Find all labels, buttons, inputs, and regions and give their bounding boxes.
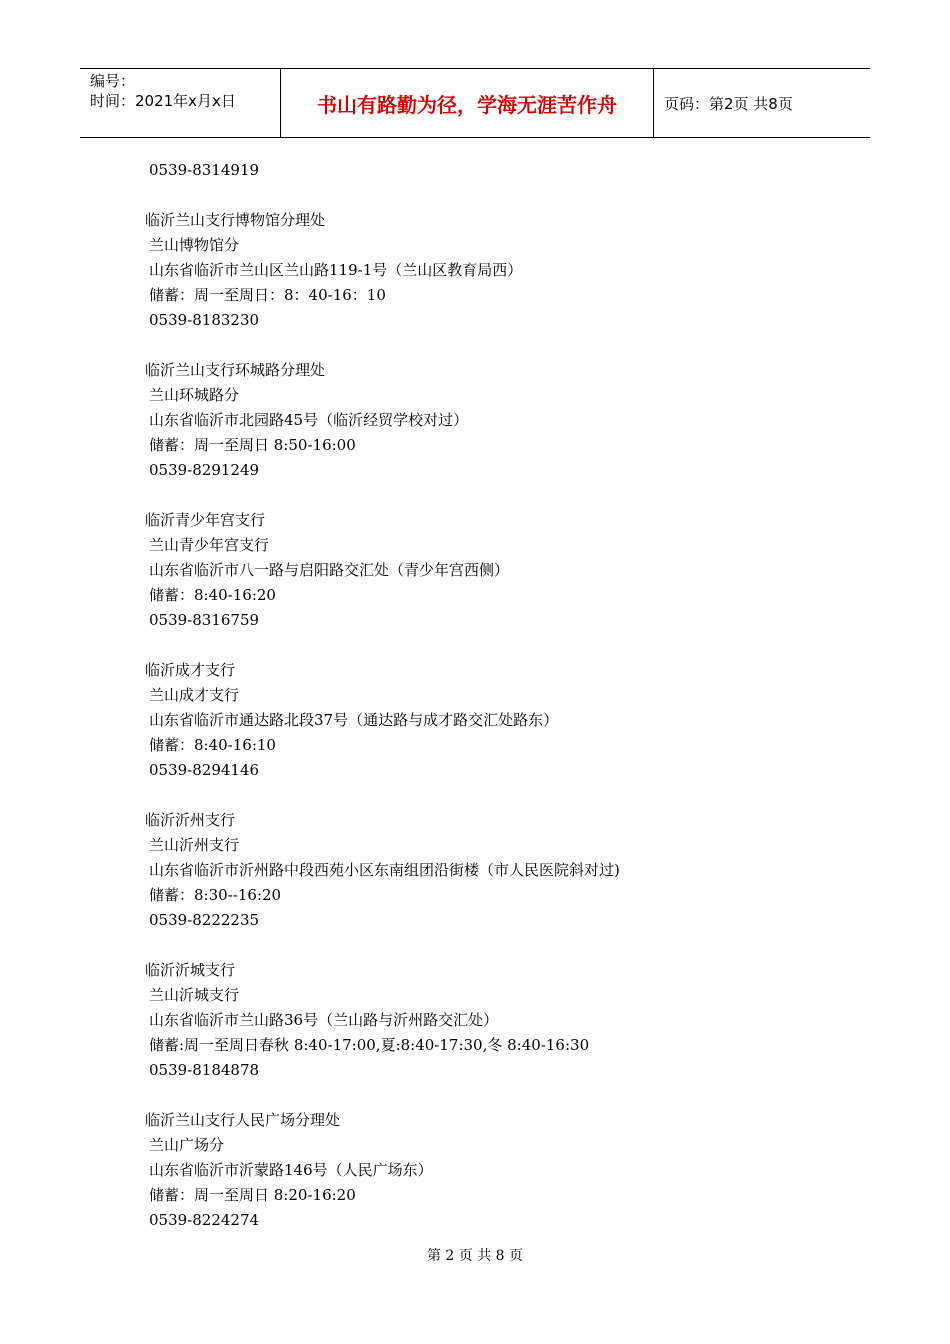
branch-entry: [145, 808, 845, 933]
page-footer: 第 2 页 共 8 页: [426, 1248, 524, 1264]
branch-phone: 0539-8291249: [149, 461, 260, 479]
branch-address: 山东省临沂市兰山路36号（兰山路与沂州路交汇处）: [149, 1011, 499, 1029]
branch-entry: [145, 958, 845, 1083]
branch-name: 临沂兰山支行人民广场分理处: [145, 1111, 341, 1129]
branch-short-name: 兰山博物馆分: [149, 236, 240, 254]
branch-entry: [145, 358, 845, 483]
branch-address: 山东省临沂市八一路与启阳路交汇处（青少年宫西侧）: [149, 561, 510, 579]
branch-hours: 储蓄：周一至周日 8:50-16:00: [149, 436, 356, 454]
page-header: [80, 68, 870, 138]
branch-hours: 储蓄：8:40-16:20: [149, 586, 276, 604]
top-phone: 0539-8314919: [149, 161, 260, 179]
branch-short-name: 兰山青少年宫支行: [149, 536, 270, 554]
branch-name: 临沂沂城支行: [145, 961, 236, 979]
branch-address: 山东省临沂市北园路45号（临沂经贸学校对过）: [149, 411, 469, 429]
branch-short-name: 兰山广场分: [149, 1136, 225, 1154]
branch-hours: 储蓄：8:40-16:10: [149, 736, 276, 754]
branch-name: 临沂兰山支行环城路分理处: [145, 361, 326, 379]
branch-short-name: 兰山环城路分: [149, 386, 240, 404]
branch-phone: 0539-8316759: [149, 611, 260, 629]
branch-entry: [145, 208, 845, 333]
branch-name: 临沂兰山支行博物馆分理处: [145, 211, 326, 229]
header-meta: [80, 69, 281, 137]
branch-address: 山东省临沂市沂蒙路146号（人民广场东）: [149, 1161, 433, 1179]
branch-short-name: 兰山沂州支行: [149, 836, 240, 854]
branch-address: 山东省临沂市通达路北段37号（通达路与成才路交汇处路东）: [149, 711, 559, 729]
header-page-info: 页码：第2页 共8页: [664, 94, 793, 113]
branch-phone: 0539-8222235: [149, 911, 260, 929]
branch-address: 山东省临沂市兰山区兰山路119-1号（兰山区教育局西）: [149, 261, 523, 279]
document-time-label: 时间：2021年x月x日: [90, 92, 236, 110]
header-motto: 书山有路勤为径，学海无涯苦作舟: [281, 69, 654, 137]
branch-address: 山东省临沂市沂州路中段西苑小区东南组团沿街楼（市人民医院斜对过): [149, 861, 620, 879]
branch-hours: 储蓄:周一至周日春秋 8:40-17:00,夏:8:40-17:30,冬 8:40-16:30: [149, 1036, 590, 1054]
branch-phone: 0539-8184878: [149, 1061, 260, 1079]
branch-hours: 储蓄：8:30--16:20: [149, 886, 282, 904]
branch-entry: [145, 658, 845, 783]
branch-name: 临沂成才支行: [145, 661, 236, 679]
document-number-label: 编号：: [90, 72, 136, 90]
branch-phone: 0539-8224274: [149, 1211, 260, 1229]
branch-short-name: 兰山沂城支行: [149, 986, 240, 1004]
branch-phone: 0539-8294146: [149, 761, 260, 779]
branch-entry: [145, 1108, 845, 1233]
branch-hours: 储蓄：周一至周日 8:20-16:20: [149, 1186, 356, 1204]
branch-phone: 0539-8183230: [149, 311, 260, 329]
branch-short-name: 兰山成才支行: [149, 686, 240, 704]
branch-hours: 储蓄：周一至周日：8：40-16：10: [149, 286, 386, 304]
branch-entry: [145, 508, 845, 633]
branch-name: 临沂沂州支行: [145, 811, 236, 829]
branch-name: 临沂青少年宫支行: [145, 511, 266, 529]
document-body: [145, 158, 845, 1233]
